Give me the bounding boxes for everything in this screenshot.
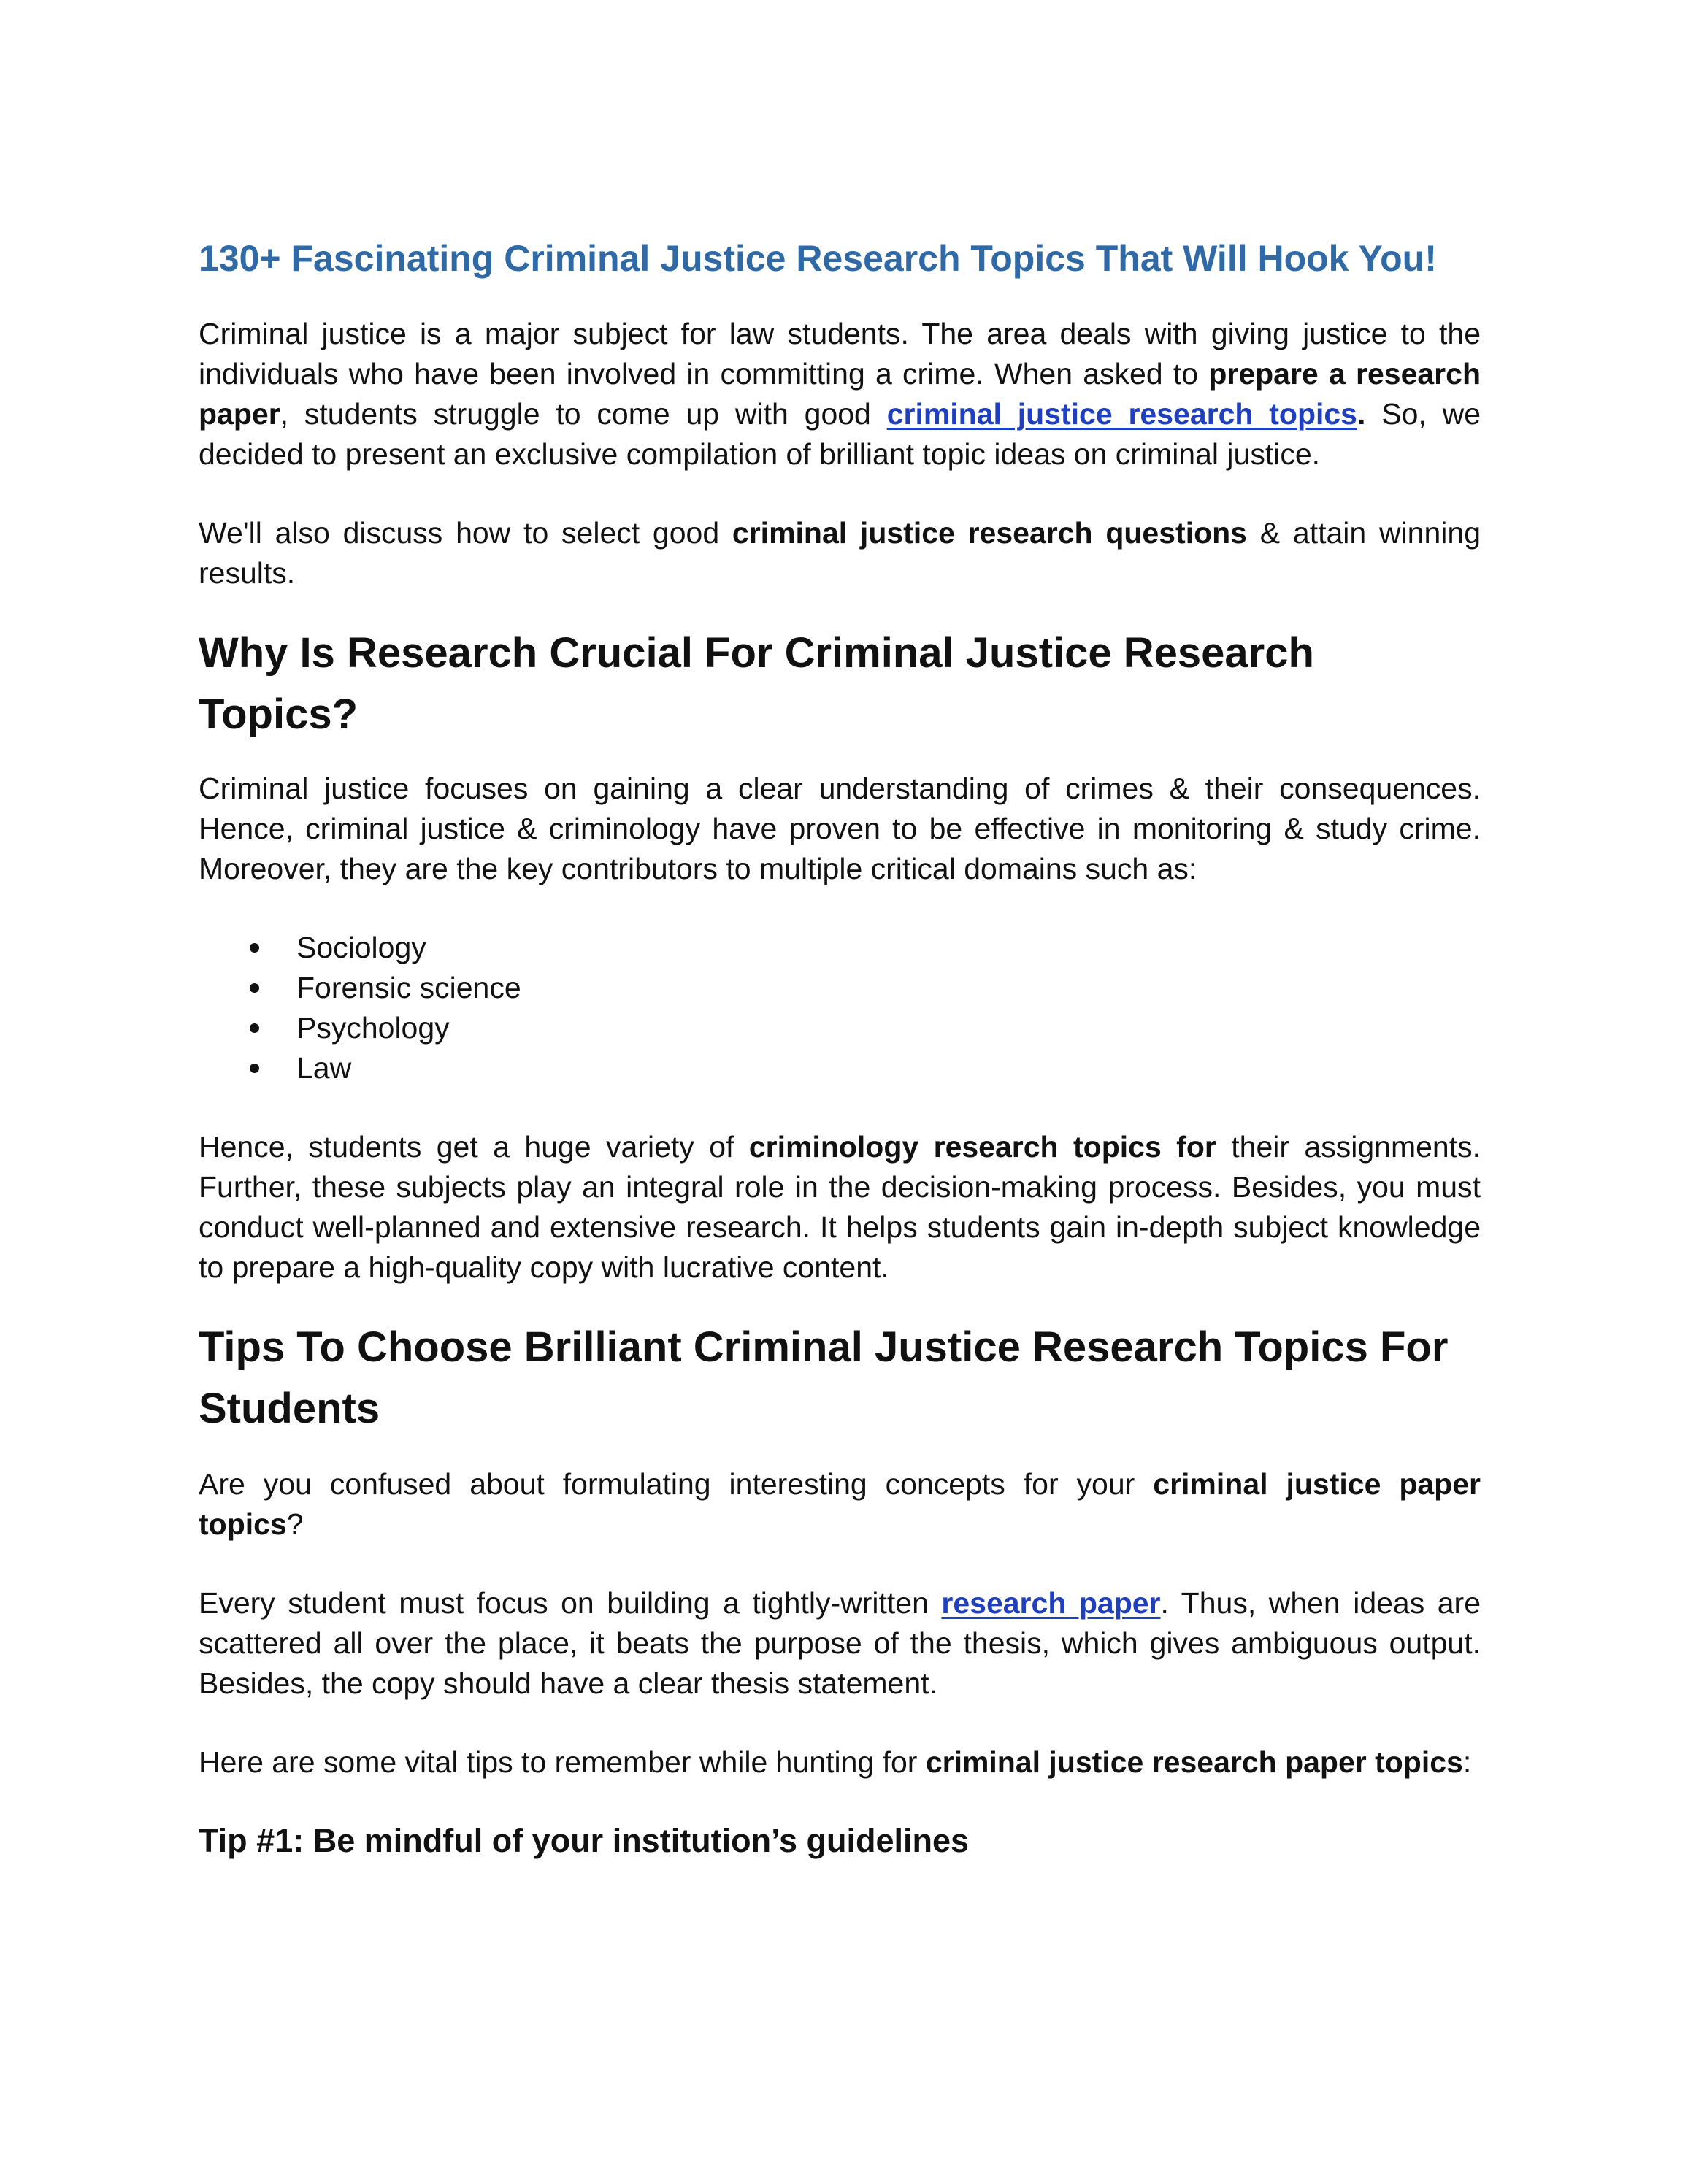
tips-p3-text-1: Here are some vital tips to remember while hunting for [199,1745,926,1779]
list-item [199,928,1481,968]
why-p2-bold-1: criminology research topics for [748,1130,1216,1164]
tips-p3-text-2: : [1462,1745,1472,1779]
document-content [199,232,1481,1863]
bullet-icon [250,1064,259,1073]
why-paragraph-2 [199,1127,1481,1288]
intro-p1-bold-2: . [1357,397,1366,431]
list-item-label: Law [296,1051,352,1085]
why-p2-text-2: their assignments. Further, these subjects play an integral role in the decision-making process. Besides, you must conduct well-planned and extensive research. It helps students gain in-depth subject knowledge to prepare a high-quality copy with lucrative content. [199,1130,1481,1284]
tips-paragraph-3 [199,1742,1481,1783]
intro-paragraph-1 [199,314,1481,474]
intro-p1-text-2: , students struggle to come up with good [280,397,887,431]
tips-paragraph-2 [199,1583,1481,1704]
list-item [199,1048,1481,1088]
criminal-justice-topics-link[interactable]: criminal justice research topics [886,397,1357,431]
intro-p2-text-2: & attain winning results. [199,516,1481,590]
tips-p1-text-2: ? [286,1507,304,1541]
list-item-label: Forensic science [296,971,521,1004]
bullet-icon [250,943,259,953]
intro-p2-text-1: We'll also discuss how to select good [199,516,732,550]
tips-p1-text-1: Are you confused about formulating interesting concepts for your [199,1467,1154,1501]
tips-p3-bold-1: criminal justice research paper topics [925,1745,1463,1779]
why-heading: Why Is Research Crucial For Criminal Justice Research Topics? [199,629,1314,738]
list-item [199,968,1481,1008]
tip-1-heading: Tip #1: Be mindful of your institution’s guidelines [199,1822,970,1859]
list-item [199,1008,1481,1048]
intro-p1-text-1: Criminal justice is a major subject for law students. The area deals with giving justice to the individuals who have been involved in committing a crime. When asked to [199,317,1481,391]
tips-p2-text-2: . Thus, when ideas are scattered all over the place, it beats the purpose of the thesis, which gives ambiguous output. Besides, the copy should have a clear thesis statement. [199,1586,1481,1700]
bullet-icon [250,1023,259,1033]
why-p2-text-1: Hence, students get a huge variety of [199,1130,749,1164]
tips-paragraph-1 [199,1464,1481,1545]
intro-p1-bold-1: prepare a research paper [199,357,1481,431]
domains-list [199,928,1481,1088]
intro-paragraph-2 [199,513,1481,593]
intro-p2-bold-1: criminal justice research questions [732,516,1247,550]
tips-p2-text-1: Every student must focus on building a tightly-written [199,1586,942,1620]
research-paper-link[interactable]: research paper [941,1586,1161,1620]
list-item-label: Sociology [296,931,426,964]
tips-p1-bold-1: criminal justice paper topics [199,1467,1481,1541]
why-paragraph-1: Criminal justice focuses on gaining a clear understanding of crimes & their consequences. Hence, criminal justice & criminology have proven to be effective in monitoring & study crime. Moreover, they are the key contributors to multiple critical domains such as: [199,772,1481,885]
tips-heading: Tips To Choose Brilliant Criminal Justice Research Topics For Students [199,1323,1449,1432]
bullet-icon [250,983,259,993]
list-item-label: Psychology [296,1011,450,1045]
intro-p1-text-3: So, we decided to present an exclusive compilation of brilliant topic ideas on criminal justice. [199,397,1481,471]
page-title: 130+ Fascinating Criminal Justice Research Topics That Will Hook You! [199,238,1437,279]
